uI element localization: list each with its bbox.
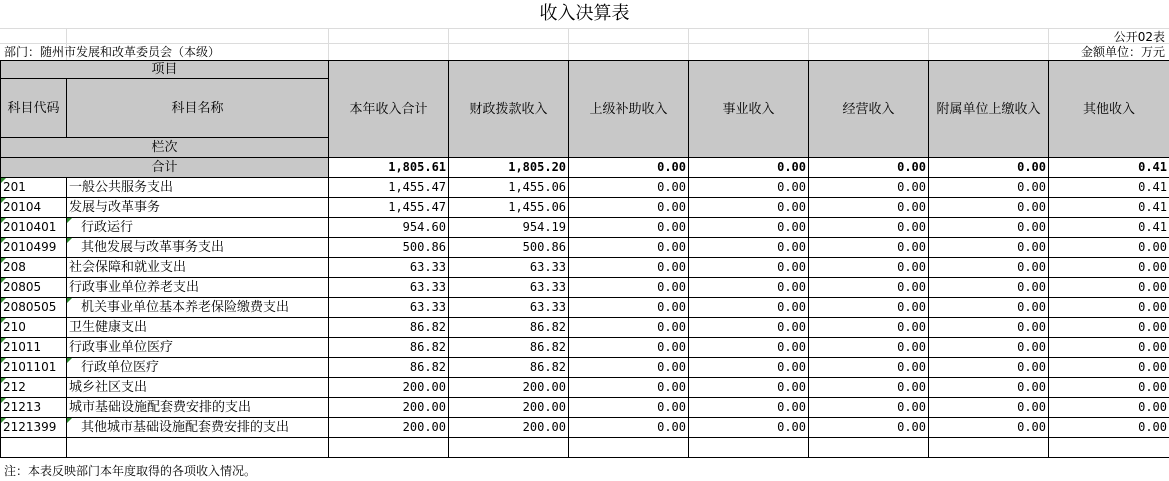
subject-code: 20805	[1, 278, 67, 298]
empty-cell	[329, 438, 449, 458]
amount-cell: 0.00	[929, 218, 1049, 238]
income-table	[0, 60, 1169, 458]
subject-name: 其他发展与改革事务支出	[67, 238, 329, 258]
amount-cell: 0.00	[809, 378, 929, 398]
header-row-item	[1, 61, 1169, 79]
amount-cell: 0.00	[809, 358, 929, 378]
empty-cell	[569, 438, 689, 458]
subject-code: 20104	[1, 198, 67, 218]
amount-cell: 63.33	[449, 278, 569, 298]
amount-cell: 0.00	[689, 178, 809, 198]
amount-cell: 0.00	[689, 358, 809, 378]
amount-cell: 0.00	[569, 178, 689, 198]
header-item: 项目	[1, 61, 329, 79]
empty-cell	[67, 438, 329, 458]
amount-cell: 63.33	[449, 298, 569, 318]
subject-name: 行政运行	[67, 218, 329, 238]
amount-cell: 0.00	[809, 318, 929, 338]
subject-code: 212	[1, 378, 67, 398]
amount-cell: 0.41	[1049, 218, 1169, 238]
table-row	[1, 238, 1169, 258]
amount-cell: 0.00	[929, 198, 1049, 218]
empty-cell	[809, 438, 929, 458]
empty-cell	[1049, 438, 1169, 458]
amount-cell: 0.00	[929, 338, 1049, 358]
amount-cell: 0.00	[689, 298, 809, 318]
amount-cell: 200.00	[329, 378, 449, 398]
total-value: 1,805.20	[449, 158, 569, 178]
table-row	[1, 278, 1169, 298]
subject-name: 城市基础设施配套费安排的支出	[67, 398, 329, 418]
subject-name: 机关事业单位基本养老保险缴费支出	[67, 298, 329, 318]
amount-cell: 0.00	[569, 378, 689, 398]
table-row	[1, 178, 1169, 198]
amount-cell: 1,455.06	[449, 198, 569, 218]
amount-cell: 0.00	[1049, 258, 1169, 278]
amount-cell: 0.00	[569, 318, 689, 338]
amount-cell: 1,455.47	[329, 198, 449, 218]
amount-cell: 0.00	[929, 318, 1049, 338]
amount-cell: 200.00	[449, 418, 569, 438]
amount-cell: 86.82	[329, 338, 449, 358]
amount-cell: 86.82	[329, 318, 449, 338]
amount-cell: 86.82	[449, 318, 569, 338]
amount-cell: 0.00	[929, 398, 1049, 418]
header-col-4: 事业收入	[689, 61, 809, 158]
amount-cell: 500.86	[329, 238, 449, 258]
amount-cell: 0.00	[809, 178, 929, 198]
amount-cell: 63.33	[329, 278, 449, 298]
amount-cell: 0.00	[809, 298, 929, 318]
amount-cell: 0.00	[569, 238, 689, 258]
table-row	[1, 198, 1169, 218]
amount-cell: 63.33	[329, 258, 449, 278]
subject-code: 2010499	[1, 238, 67, 258]
subject-code: 2121399	[1, 418, 67, 438]
amount-cell: 0.41	[1049, 198, 1169, 218]
amount-cell: 200.00	[449, 378, 569, 398]
subject-code: 2080505	[1, 298, 67, 318]
subject-code: 21213	[1, 398, 67, 418]
amount-cell: 1,455.47	[329, 178, 449, 198]
amount-cell: 0.00	[689, 238, 809, 258]
empty-cell	[929, 438, 1049, 458]
subject-name: 行政事业单位医疗	[67, 338, 329, 358]
amount-cell: 0.00	[1049, 338, 1169, 358]
table-row	[1, 418, 1169, 438]
page-title: 收入决算表	[539, 3, 630, 24]
amount-cell: 0.00	[569, 278, 689, 298]
table-row	[1, 218, 1169, 238]
header-col-5: 经营收入	[809, 61, 929, 158]
amount-cell: 0.00	[689, 258, 809, 278]
amount-cell: 63.33	[329, 298, 449, 318]
amount-cell: 200.00	[329, 398, 449, 418]
subject-name: 行政事业单位养老支出	[67, 278, 329, 298]
table-row	[1, 358, 1169, 378]
amount-cell: 0.00	[569, 338, 689, 358]
subject-name: 一般公共服务支出	[67, 178, 329, 198]
amount-cell: 0.00	[929, 278, 1049, 298]
amount-cell: 200.00	[449, 398, 569, 418]
amount-cell: 0.41	[1049, 178, 1169, 198]
total-value: 0.00	[929, 158, 1049, 178]
header-col-1: 本年收入合计	[329, 61, 449, 158]
header-code: 科目代码	[1, 79, 67, 138]
subject-name: 其他城市基础设施配套费安排的支出	[67, 418, 329, 438]
amount-cell: 0.00	[1049, 278, 1169, 298]
amount-cell: 0.00	[809, 418, 929, 438]
amount-cell: 0.00	[1049, 398, 1169, 418]
subject-code: 210	[1, 318, 67, 338]
table-row	[1, 398, 1169, 418]
subject-name: 卫生健康支出	[67, 318, 329, 338]
amount-cell: 0.00	[1049, 318, 1169, 338]
amount-cell: 0.00	[569, 358, 689, 378]
amount-cell: 0.00	[689, 198, 809, 218]
amount-cell: 0.00	[1049, 238, 1169, 258]
header-name: 科目名称	[67, 79, 329, 138]
subject-code: 208	[1, 258, 67, 278]
total-value: 0.41	[1049, 158, 1169, 178]
subject-code: 21011	[1, 338, 67, 358]
amount-cell: 0.00	[569, 398, 689, 418]
row-label: 栏次	[1, 138, 329, 158]
table-row	[1, 318, 1169, 338]
empty-cell	[1, 438, 67, 458]
total-label: 合计	[1, 158, 329, 178]
amount-cell: 0.00	[689, 418, 809, 438]
amount-cell: 1,455.06	[449, 178, 569, 198]
amount-cell: 0.00	[809, 238, 929, 258]
amount-cell: 0.00	[569, 298, 689, 318]
amount-cell: 200.00	[329, 418, 449, 438]
table-row	[1, 378, 1169, 398]
amount-cell: 0.00	[689, 378, 809, 398]
amount-cell: 0.00	[809, 218, 929, 238]
subject-name: 发展与改革事务	[67, 198, 329, 218]
subject-code: 2010401	[1, 218, 67, 238]
amount-cell: 0.00	[1049, 358, 1169, 378]
header-col-6: 附属单位上缴收入	[929, 61, 1049, 158]
amount-cell: 63.33	[449, 258, 569, 278]
subject-name: 社会保障和就业支出	[67, 258, 329, 278]
amount-cell: 0.00	[929, 418, 1049, 438]
amount-cell: 86.82	[329, 358, 449, 378]
amount-cell: 86.82	[449, 358, 569, 378]
amount-cell: 0.00	[809, 398, 929, 418]
total-value: 1,805.61	[329, 158, 449, 178]
amount-cell: 0.00	[809, 338, 929, 358]
empty-cell	[449, 438, 569, 458]
subject-name: 行政单位医疗	[67, 358, 329, 378]
table-row	[1, 258, 1169, 278]
header-col-3: 上级补助收入	[569, 61, 689, 158]
table-row	[1, 298, 1169, 318]
amount-cell: 500.86	[449, 238, 569, 258]
total-value: 0.00	[809, 158, 929, 178]
amount-cell: 0.00	[929, 178, 1049, 198]
amount-cell: 0.00	[689, 318, 809, 338]
amount-cell: 0.00	[929, 378, 1049, 398]
amount-cell: 0.00	[689, 398, 809, 418]
subject-code: 201	[1, 178, 67, 198]
table-row	[1, 338, 1169, 358]
empty-cell	[689, 438, 809, 458]
amount-cell: 0.00	[929, 238, 1049, 258]
amount-cell: 0.00	[569, 418, 689, 438]
amount-cell: 0.00	[569, 258, 689, 278]
amount-cell: 0.00	[809, 198, 929, 218]
empty-row	[1, 438, 1169, 458]
amount-cell: 0.00	[929, 258, 1049, 278]
amount-cell: 0.00	[929, 358, 1049, 378]
amount-cell: 0.00	[689, 278, 809, 298]
total-value: 0.00	[689, 158, 809, 178]
amount-cell: 0.00	[1049, 418, 1169, 438]
header-col-7: 其他收入	[1049, 61, 1169, 158]
amount-cell: 0.00	[1049, 378, 1169, 398]
department-label: 部门：随州市发展和改革委员会（本级）	[4, 45, 221, 59]
subject-code: 2101101	[1, 358, 67, 378]
amount-cell: 0.00	[689, 218, 809, 238]
amount-cell: 0.00	[689, 338, 809, 358]
total-value: 0.00	[569, 158, 689, 178]
form-number: 公开02表	[1113, 30, 1165, 44]
total-row	[1, 158, 1169, 178]
amount-cell: 0.00	[569, 198, 689, 218]
amount-cell: 0.00	[1049, 298, 1169, 318]
amount-cell: 954.19	[449, 218, 569, 238]
amount-cell: 0.00	[569, 218, 689, 238]
amount-cell: 954.60	[329, 218, 449, 238]
unit-label: 金额单位：万元	[1080, 45, 1165, 59]
amount-cell: 86.82	[449, 338, 569, 358]
footnote: 注：本表反映部门本年度取得的各项收入情况。	[4, 464, 257, 478]
amount-cell: 0.00	[929, 298, 1049, 318]
subject-name: 城乡社区支出	[67, 378, 329, 398]
amount-cell: 0.00	[809, 258, 929, 278]
header-col-2: 财政拨款收入	[449, 61, 569, 158]
amount-cell: 0.00	[809, 278, 929, 298]
